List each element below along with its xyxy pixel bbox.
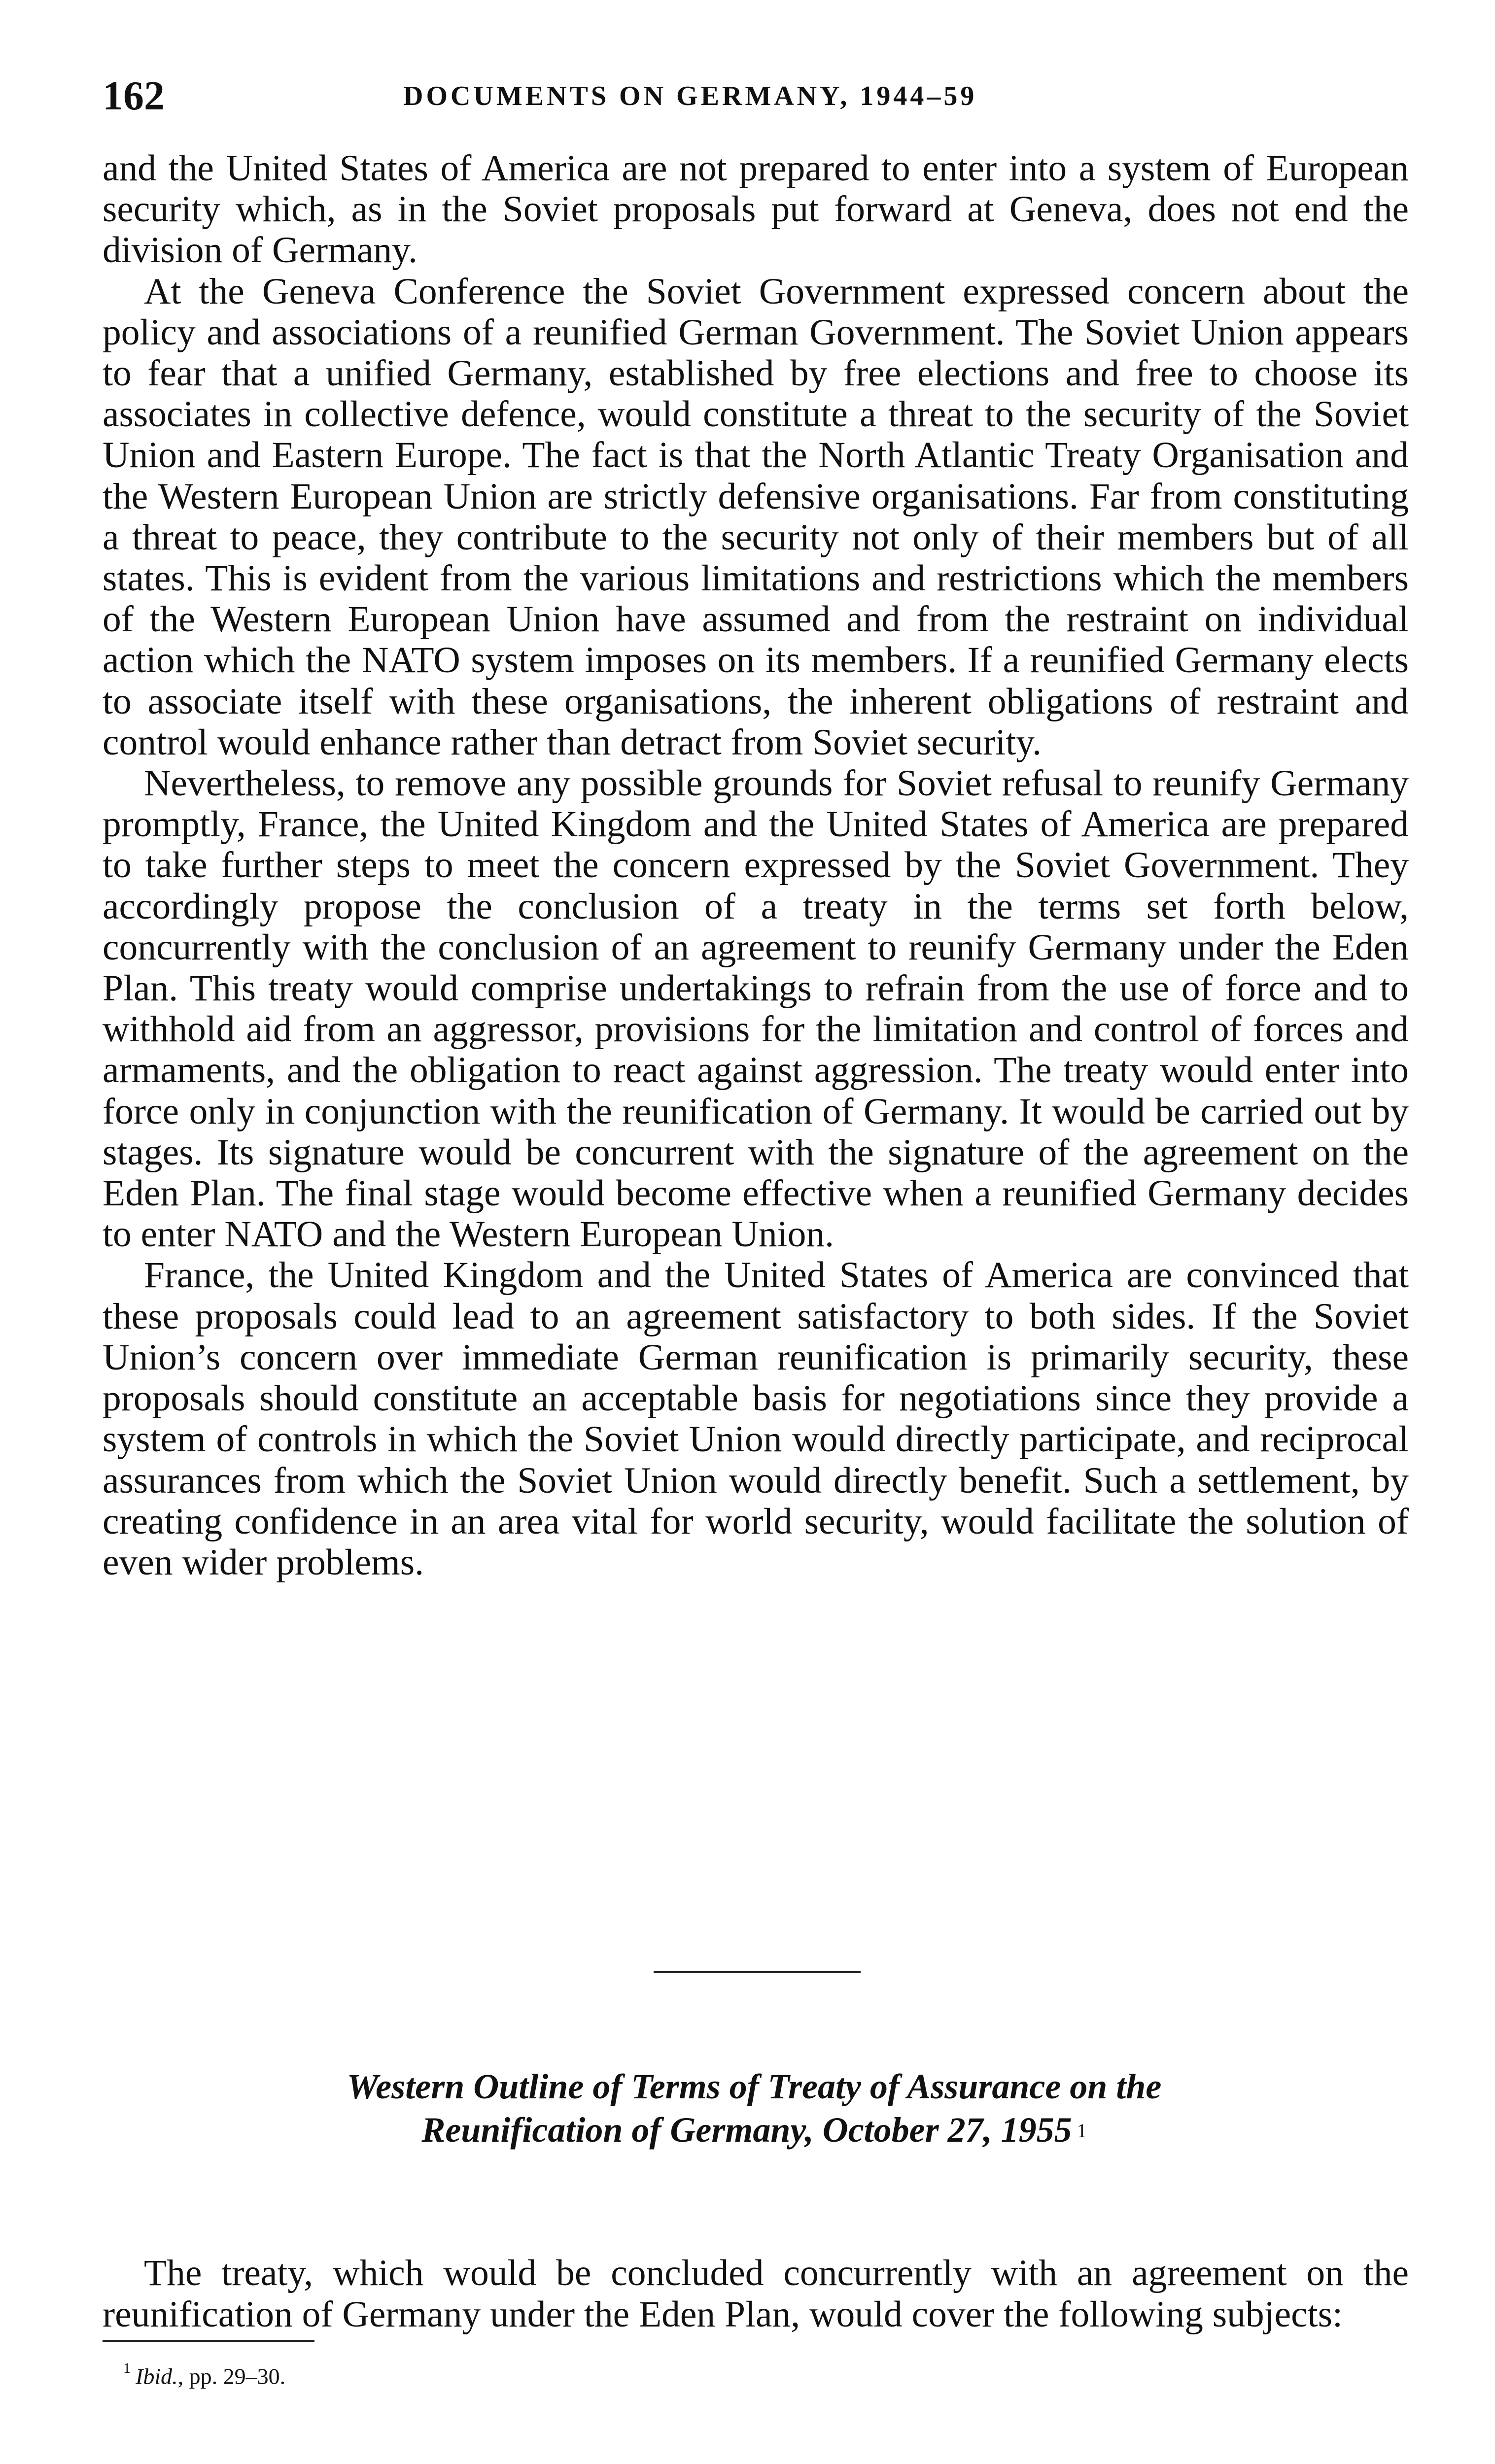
section-heading-line-2-text: Reunification of Germany, October 27, 1955: [421, 2110, 1072, 2150]
paragraph-geneva-conference: At the Geneva Conference the Soviet Government expressed concern about the policy and associations of a reunified German Government. The Soviet Union appears to fear that a unified Germany, established by free elections and free to choose its associates in collective defence, would constitute a threat to the security of the Soviet Union and Eastern Europe. The fact is that the North Atlantic Treaty Organisation and the Western European Union are strictly defensive organisations. Far from constituting a threat to peace, they contribute to the security not only of their members but of all states. This is evident from the various limitations and restrictions which the members of the Western European Union have assumed and from the restraint on individual action which the NATO system imposes on its members. If a reunified Germany elects to associate itself with these organisations, the inherent obligations of restraint and control would enhance rather than detract from Soviet security.: [103, 271, 1409, 763]
section-intro: The treaty, which would be concluded concurrently with an agreement on the reunification of Germany under the Eden Plan, would cover the following subjects:: [103, 2252, 1409, 2335]
running-title: DOCUMENTS ON GERMANY, 1944–59: [403, 81, 977, 111]
footnote-divider: [103, 2340, 314, 2342]
paragraph-conclusion: France, the United Kingdom and the United States of America are convinced that these proposals could lead to an agreement satisfactory to both sides. If the Soviet Union’s concern over immediate German reunification is primarily security, these proposals should constitute an acceptable basis for negotiations since they provide a system of controls in which the Soviet Union would directly participate, and reciprocal assurances from which the Soviet Union would directly benefit. Such a settlement, by creating confidence in an area vital for world security, would facilitate the solution of even wider problems.: [103, 1255, 1409, 1583]
running-head: [103, 69, 1409, 123]
body-text: [103, 148, 1409, 1583]
footnote-pages: pp. 29–30.: [189, 2363, 286, 2389]
section-divider: [654, 1971, 861, 1973]
paragraph-treaty-proposal: Nevertheless, to remove any possible grounds for Soviet refusal to reunify Germany promptly, France, the United Kingdom and the United States of America are prepared to take further steps to meet the concern expressed by the Soviet Government. They accordingly propose the conclusion of a treaty in the terms set forth below, concurrently with the conclusion of an agreement to reunify Germany under the Eden Plan. This treaty would comprise undertakings to refrain from the use of force and to withhold aid from an aggressor, provisions for the limitation and control of forces and armaments, and the obligation to react against aggression. The treaty would enter into force only in conjunction with the reunification of Germany. It would be carried out by stages. Its signature would be concurrent with the signature of the agreement on the Eden Plan. The final stage would become effective when a reunified Germany decides to enter NATO and the Western European Union.: [103, 763, 1409, 1255]
footnote-reference: 1: [1077, 2120, 1087, 2142]
page-number: 162: [103, 73, 165, 119]
footnote-source: Ibid.,: [136, 2363, 184, 2389]
footnote: [123, 2357, 285, 2391]
footnote-marker: 1: [123, 2360, 131, 2376]
section-heading-line-2: [163, 2108, 1346, 2152]
section-heading: [163, 2065, 1346, 2152]
paragraph-continued: and the United States of America are not prepared to enter into a system of European security which, as in the Soviet proposals put forward at Geneva, does not end the division of Germany.: [103, 148, 1409, 271]
section-heading-line-1: Western Outline of Terms of Treaty of Assurance on the: [347, 2067, 1162, 2106]
